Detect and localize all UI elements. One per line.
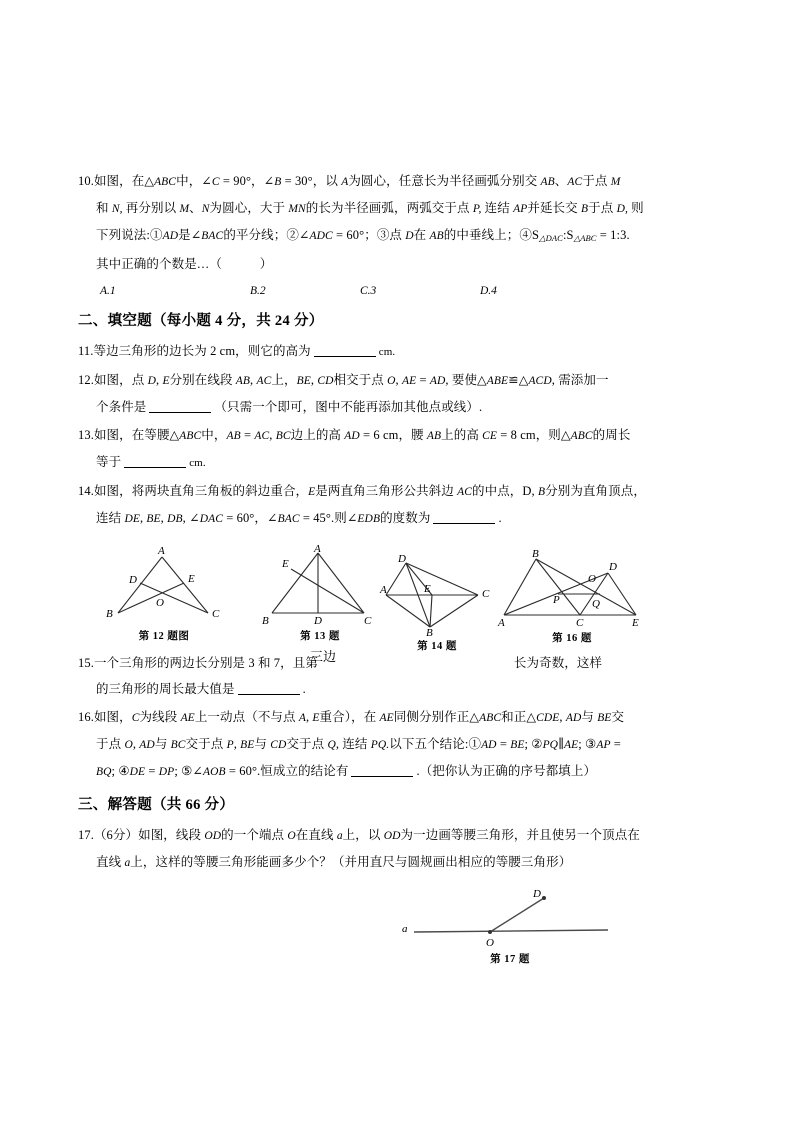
q14-var: B xyxy=(538,486,546,498)
q16-var: AOB xyxy=(203,766,226,778)
q10-line-2 xyxy=(78,195,718,222)
q14-var: EDB xyxy=(357,513,381,525)
q15-text: 长为奇数，这样 xyxy=(513,656,603,670)
figure-13-caption: 第 13 题 xyxy=(300,631,340,642)
q16-text: 与 xyxy=(154,737,171,751)
q16-var: PQ. xyxy=(370,739,390,751)
question-10 xyxy=(78,168,718,277)
q14-var: E xyxy=(308,486,316,498)
figure-17-label-a: a xyxy=(402,923,408,935)
q10-text: :S xyxy=(562,228,574,242)
figure-14-label-C: C xyxy=(482,588,490,600)
q16-var: BE xyxy=(510,739,525,751)
q16-var: BQ xyxy=(96,766,112,778)
figure-14-label-E: E xyxy=(424,583,431,595)
q14-text: = 45°.则∠ xyxy=(299,511,358,525)
question-11 xyxy=(78,338,718,365)
q16-text: ; ③ xyxy=(578,737,597,751)
section-heading-solve: 三、解答题（共 66 分） xyxy=(78,797,235,813)
q16-var: BC xyxy=(170,739,186,751)
q11-text: 等边三角形的边长为 2 cm，则它的高为 xyxy=(93,344,311,358)
option-d[interactable]: D.4 xyxy=(480,285,497,297)
figure-14-label-B: B xyxy=(426,627,433,637)
q14-text: 的中点， xyxy=(472,484,523,498)
q16-var: P xyxy=(226,739,234,751)
q12-text: , xyxy=(155,373,163,387)
q16-var: AD xyxy=(481,739,497,751)
q12-var: AC xyxy=(256,375,272,387)
answer-blank-11[interactable] xyxy=(314,344,376,357)
q11-unit: cm. xyxy=(378,346,396,358)
q16-var: AD xyxy=(565,712,582,724)
q17-line-2 xyxy=(78,849,718,876)
q13-var: AD xyxy=(344,430,360,442)
q10-var: AC xyxy=(567,176,583,188)
q13-text: , xyxy=(269,428,276,442)
q13-text: 上的高 xyxy=(441,428,483,442)
q16-var: C xyxy=(131,712,140,724)
figure-16-label-D: D xyxy=(609,561,617,573)
q14-var: DB xyxy=(167,513,183,525)
q12-text: （只需一个即可，图中不能再添加其他点或线）. xyxy=(214,400,483,414)
q16-var: AE xyxy=(180,712,195,724)
question-12-number: 12. xyxy=(78,373,94,387)
q10-text: 是∠ xyxy=(178,228,202,242)
q16-var: AE xyxy=(563,739,579,751)
q12-text: 相交于点 xyxy=(333,373,388,387)
q10-text: 为圆心，任意长为半径画弧分别交 xyxy=(348,174,541,188)
q10-text: = 1:3. xyxy=(596,228,630,242)
question-10-number: 10. xyxy=(78,174,94,188)
q16-var: E xyxy=(312,712,320,724)
q14-text: , ∠ xyxy=(182,511,200,525)
q10-var: P, xyxy=(472,203,482,215)
q16-text: 如图， xyxy=(93,710,132,724)
question-15-number: 15. xyxy=(78,656,94,670)
q16-text: , xyxy=(305,710,313,724)
q14-text: 的度数为 xyxy=(380,511,431,525)
q12-var: CD xyxy=(317,375,334,387)
question-13 xyxy=(78,422,718,476)
q16-text: ∥ xyxy=(558,737,564,751)
q13-text: 的周长 xyxy=(592,428,631,442)
q16-text: ; ④ xyxy=(111,764,130,778)
q16-text: , xyxy=(233,737,241,751)
q12-text: 上， xyxy=(271,373,297,387)
q15-text: 的三角形的周长最大值是 xyxy=(96,682,235,696)
q14-text: , xyxy=(531,484,538,498)
q10-var: MN xyxy=(288,203,306,215)
q16-text: ; ⑤∠ xyxy=(174,764,203,778)
figure-16-svg xyxy=(496,545,648,629)
q16-text: 于点 xyxy=(96,737,125,751)
q16-var: AD xyxy=(139,739,155,751)
q15-line-1 xyxy=(78,656,602,670)
q13-var: ABC xyxy=(179,430,202,442)
q10-text: 、 xyxy=(189,201,202,215)
figure-12-caption: 第 12 题图 xyxy=(138,631,190,642)
q16-text: = xyxy=(145,764,159,778)
q17-var: a xyxy=(124,857,131,869)
q10-var: B xyxy=(581,203,589,215)
q16-text: 与 xyxy=(581,710,598,724)
q10-var: D, xyxy=(616,203,628,215)
q17-var: OD xyxy=(204,830,222,842)
q12-var: E xyxy=(162,375,170,387)
q17-text: 直线 xyxy=(96,855,125,869)
q15-text: . xyxy=(302,682,306,696)
q10-var: A xyxy=(341,176,349,188)
q16-text: = xyxy=(610,737,621,751)
q10-text: 和 xyxy=(96,201,112,215)
q14-var: BAC xyxy=(277,513,300,525)
q10-text: 连结 xyxy=(481,201,514,215)
q16-text: = xyxy=(496,737,511,751)
q13-var: AC xyxy=(254,430,270,442)
q10-var: M xyxy=(610,176,621,188)
q10-text: 则 xyxy=(627,201,644,215)
figure-17-label-O: O xyxy=(486,937,494,949)
q12-var: ACD xyxy=(528,375,552,387)
q14-line-2 xyxy=(78,505,718,532)
q13-line-2 xyxy=(78,449,718,476)
figure-16-label-Q: Q xyxy=(592,598,600,610)
question-15 xyxy=(78,650,718,702)
figure-16-label-O: O xyxy=(588,573,596,585)
q12-text: , 需添加一 xyxy=(551,373,609,387)
q16-text: 上一动点（不与点 xyxy=(194,710,299,724)
q17-text: 为一边画等腰三角形，并且使另一个顶点在 xyxy=(400,828,640,842)
q16-var: Q xyxy=(327,739,336,751)
figure-14-label-D: D xyxy=(398,555,406,565)
q10-subscript: △ABC xyxy=(573,233,597,243)
q12-text: = xyxy=(416,373,430,387)
q16-var: BE xyxy=(597,712,612,724)
q10-var: AB xyxy=(429,230,444,242)
q17-var: OD xyxy=(383,830,401,842)
q10-var: N xyxy=(201,203,210,215)
q10-var: ABC xyxy=(154,176,177,188)
q16-var: AE xyxy=(379,712,394,724)
figure-14-svg xyxy=(378,555,496,637)
figure-14 xyxy=(378,555,496,653)
q17-text: （6分）如图，线段 xyxy=(93,828,205,842)
section-heading-solve-wrap xyxy=(78,786,718,822)
option-c[interactable]: C.3 xyxy=(360,285,377,297)
q16-text: 同侧分别作正△ xyxy=(393,710,480,724)
q16-var: CD xyxy=(270,739,287,751)
figure-13-label-A: A xyxy=(314,545,321,555)
q10-text: 中，∠ xyxy=(176,174,212,188)
q10-var: AD xyxy=(162,230,179,242)
q14-text: 分别为直角顶点， xyxy=(545,484,646,498)
q16-var: DP xyxy=(158,766,175,778)
figure-16 xyxy=(496,545,648,645)
q16-line-3 xyxy=(78,758,718,785)
q10-text: = 60°；③点 xyxy=(332,228,406,242)
q13-unit: cm. xyxy=(189,457,206,469)
q16-var: CDE xyxy=(536,712,560,724)
q16-text: 和正△ xyxy=(501,710,537,724)
q12-line-2 xyxy=(78,394,718,420)
q13-text: = 6 cm，腰 xyxy=(359,428,427,442)
q17-var: O xyxy=(287,830,296,842)
q10-text: = 30°，以 xyxy=(281,174,342,188)
q10-line-4: 其中正确的个数是…（ ） xyxy=(96,257,273,271)
q17-text: 上，以 xyxy=(342,828,384,842)
q16-var: O xyxy=(124,739,133,751)
question-14 xyxy=(78,478,718,532)
q17-text: 的一个端点 xyxy=(221,828,288,842)
q16-text: 交于点 xyxy=(185,737,227,751)
q10-text: 于点 xyxy=(588,201,617,215)
q10-var: ADC xyxy=(309,230,333,242)
q10-var: AB xyxy=(540,176,555,188)
q13-text: 边上的高 xyxy=(290,428,345,442)
q16-var: A xyxy=(298,712,306,724)
q17-text: 上，这样的等腰三角形能画多少个？（并用直尺与圆规画出相应的等腰三角形） xyxy=(130,855,572,869)
answer-blank-16[interactable] xyxy=(351,764,413,777)
q10-line-3 xyxy=(78,222,718,251)
q10-text: 在 xyxy=(413,228,430,242)
question-10-options xyxy=(78,279,718,302)
q14-text: = 60°，∠ xyxy=(223,511,278,525)
figure-17-label-D: D xyxy=(533,888,541,900)
q12-text: 个条件是 xyxy=(96,400,147,414)
q16-line-2 xyxy=(78,731,718,758)
q16-text: 为线段 xyxy=(139,710,181,724)
q16-text: 交于点 xyxy=(286,737,328,751)
q12-var: ABE xyxy=(486,375,509,387)
q16-text: 重合），在 xyxy=(319,710,380,724)
q10-var: N, xyxy=(111,203,123,215)
q12-text: , xyxy=(395,373,402,387)
q10-text: 再分别以 xyxy=(122,201,180,215)
q12-var: AB xyxy=(235,375,251,387)
q10-text: 下列说法:① xyxy=(96,228,163,242)
figure-16-caption: 第 16 题 xyxy=(552,633,592,644)
q12-text: , xyxy=(250,373,257,387)
q13-var: BC xyxy=(275,430,291,442)
q16-text: , xyxy=(559,710,566,724)
q16-var: AP xyxy=(596,739,611,751)
figure-14-label-A: A xyxy=(380,584,387,596)
q16-var: ABC xyxy=(479,712,502,724)
q14-text: . xyxy=(498,511,502,525)
q10-var: B xyxy=(274,176,282,188)
q14-text: 是两直角三角形公共斜边 xyxy=(315,484,458,498)
q10-text: = 90°，∠ xyxy=(219,174,275,188)
figure-12 xyxy=(100,545,228,643)
q12-text: ≌△ xyxy=(508,373,529,387)
q13-text: = xyxy=(240,428,255,442)
q12-var: AE xyxy=(402,375,417,387)
q10-text: 如图，在△ xyxy=(93,174,155,188)
figure-12-label-A: A xyxy=(158,545,165,557)
q10-var: BAC xyxy=(201,230,224,242)
q10-text: 为圆心，大于 xyxy=(209,201,289,215)
q15-line-2 xyxy=(78,676,718,702)
q16-text: 与 xyxy=(254,737,271,751)
q16-text: ; ② xyxy=(524,737,543,751)
q17-body xyxy=(78,822,718,876)
q16-var: PQ xyxy=(542,739,559,751)
q13-text: 如图，在等腰△ xyxy=(93,428,180,442)
figure-14-caption: 第 14 题 xyxy=(417,641,457,652)
q10-var: C xyxy=(211,176,220,188)
q10-var: M xyxy=(179,203,190,215)
q12-text: , xyxy=(310,373,318,387)
q14-var: BE xyxy=(146,513,161,525)
q10-text: 于点 xyxy=(582,174,611,188)
option-b[interactable]: B.2 xyxy=(250,285,266,297)
question-16-number: 16. xyxy=(78,710,94,724)
answer-blank-15[interactable] xyxy=(238,682,300,695)
q16-text: , 连结 xyxy=(335,737,371,751)
q14-text: , xyxy=(160,511,168,525)
q12-text: 如图，点 xyxy=(93,373,148,387)
q10-text: 并延长交 xyxy=(527,201,581,215)
q14-var: AC xyxy=(457,486,472,498)
q17-text: 在直线 xyxy=(295,828,337,842)
q14-text: , xyxy=(139,511,147,525)
figure-16-label-C: C xyxy=(576,617,584,629)
q10-var: AP xyxy=(513,203,528,215)
figure-16-label-A: A xyxy=(498,617,505,629)
question-13-number: 13. xyxy=(78,428,94,442)
figure-13-label-C: C xyxy=(364,615,372,627)
q15-text: 一个三角形的两边长分别是 3 和 7，且第 xyxy=(93,656,318,670)
q14-text: 连结 xyxy=(96,511,125,525)
q12-var: D xyxy=(147,375,156,387)
figure-13-label-E: E xyxy=(282,558,289,570)
figure-17 xyxy=(400,888,620,966)
figure-12-label-C: C xyxy=(212,608,220,620)
question-12 xyxy=(78,367,718,420)
figure-13 xyxy=(260,545,380,643)
question-column-top xyxy=(78,168,718,534)
question-17 xyxy=(78,822,718,878)
q13-text: 中， xyxy=(201,428,227,442)
q10-var: D xyxy=(405,230,414,242)
q14-var: D xyxy=(522,484,532,498)
question-14-number: 14. xyxy=(78,484,94,498)
figure-12-label-B: B xyxy=(106,608,113,620)
q16-text: , xyxy=(132,737,140,751)
inline-text-sanbian: 三边 xyxy=(310,649,337,664)
question-column-mid xyxy=(78,650,718,787)
q10-text: 的中垂线上；④S xyxy=(443,228,540,242)
q13-var: ABC xyxy=(570,430,593,442)
q12-text: , 要使△ xyxy=(445,373,487,387)
question-16 xyxy=(78,704,718,785)
figure-12-label-E: E xyxy=(188,573,195,585)
figure-16-label-E: E xyxy=(632,617,639,629)
question-11-number: 11. xyxy=(78,344,94,358)
q16-text: .（把你认为正确的序号都填上） xyxy=(416,764,597,778)
figure-16-label-B: B xyxy=(532,548,539,560)
figure-12-label-O: O xyxy=(156,597,164,609)
q10-subscript: △DAC xyxy=(539,233,563,243)
q13-var: AB xyxy=(426,430,442,442)
option-a[interactable]: A.1 xyxy=(100,285,116,297)
q16-var: BE xyxy=(240,739,255,751)
q16-text: 交 xyxy=(611,710,625,724)
q16-text: 以下五个结论:① xyxy=(389,737,482,751)
q16-text: = 60°.恒成立的结论有 xyxy=(225,764,349,778)
answer-blank-12[interactable] xyxy=(149,400,211,413)
figure-16-label-P: P xyxy=(553,594,560,606)
q14-var: DE xyxy=(124,513,140,525)
figure-17-caption: 第 17 题 xyxy=(490,954,530,965)
q14-var: DAC xyxy=(199,513,223,525)
answer-blank-13[interactable] xyxy=(124,455,186,468)
q10-text: 的长为半径画弧，两弧交于点 xyxy=(305,201,473,215)
q10-text: 、 xyxy=(554,174,568,188)
question-17-number: 17. xyxy=(78,828,94,842)
q12-var: BE xyxy=(296,375,311,387)
section-heading-fill-blank: 二、填空题（每小题 4 分，共 24 分） xyxy=(78,313,324,329)
figure-12-svg xyxy=(100,545,228,627)
answer-blank-14[interactable] xyxy=(433,511,495,524)
q13-var: CE xyxy=(482,430,498,442)
q12-var: AD xyxy=(429,375,446,387)
q13-text: 等于 xyxy=(96,455,122,469)
q13-text: = 8 cm，则△ xyxy=(497,428,571,442)
q17-var: a xyxy=(336,830,343,842)
q12-text: 分别在线段 xyxy=(169,373,236,387)
figure-13-label-B: B xyxy=(262,615,269,627)
figure-12-label-D: D xyxy=(129,574,137,586)
figure-13-label-D: D xyxy=(314,615,322,627)
q14-text: 如图，将两块直角三角板的斜边重合， xyxy=(93,484,309,498)
q12-var: O xyxy=(387,375,396,387)
q16-var: DE xyxy=(129,766,146,778)
figure-13-svg xyxy=(260,545,380,627)
figure-17-svg xyxy=(400,888,620,950)
q10-text: 的平分线；②∠ xyxy=(223,228,310,242)
q13-var: AB xyxy=(226,430,241,442)
